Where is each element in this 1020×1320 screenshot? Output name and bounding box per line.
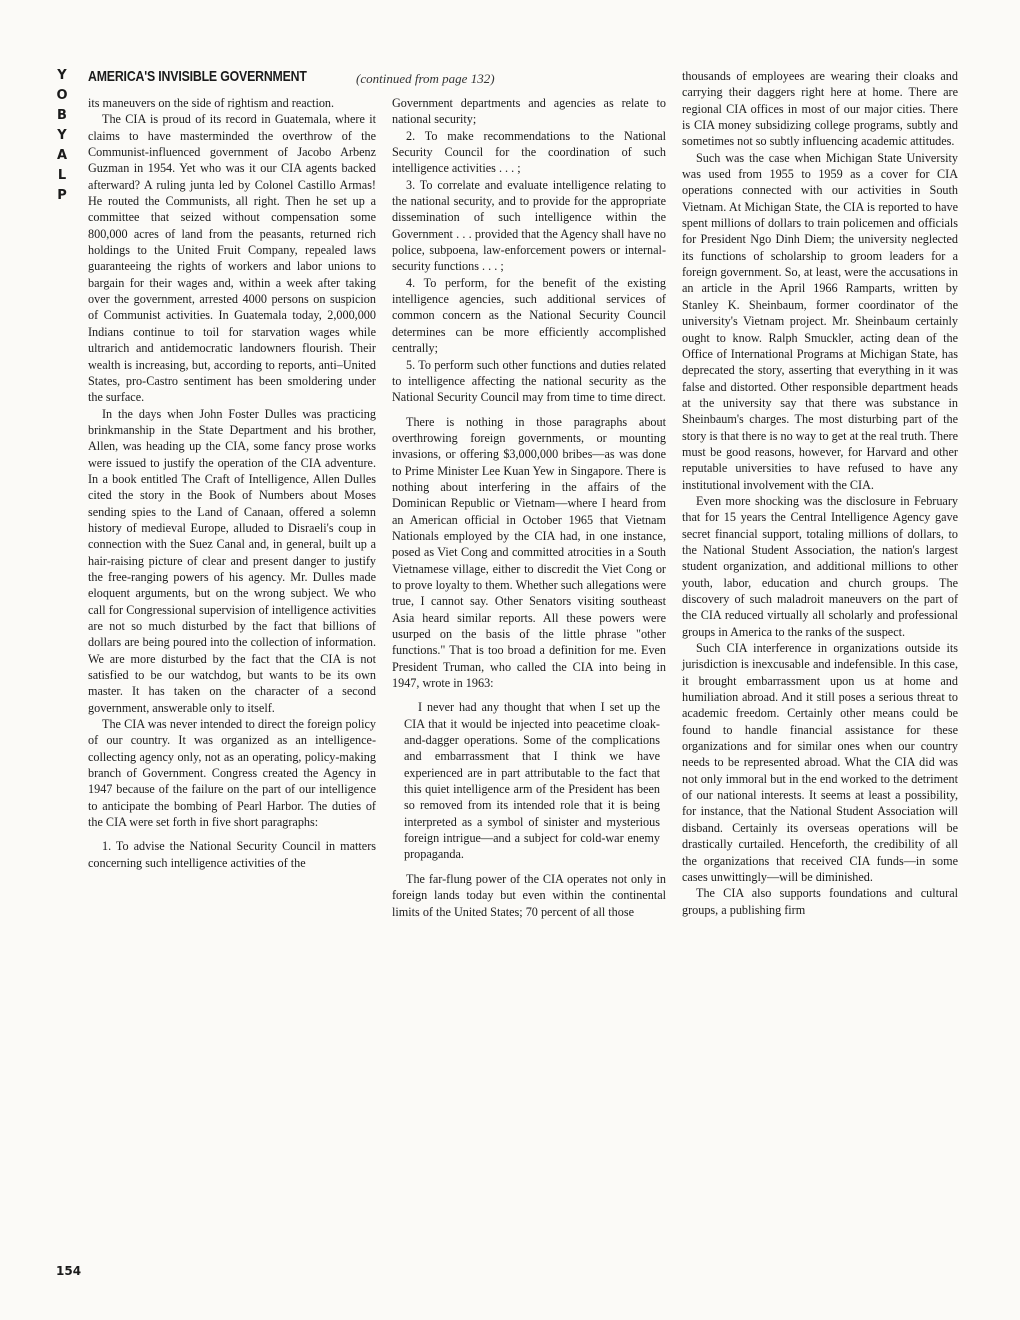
paragraph: thousands of employees are wearing their cloaks and carrying their daggers right here at home. There are regional CIA offices in most of our major cities. There is CIA money subsidizing college programs, subtly and sometimes not so subtly influencing academic attitudes. bbox=[682, 69, 958, 149]
magazine-letter: A bbox=[56, 148, 68, 163]
list-item: 2. To make recommendations to the National Security Council for the coordination of such intelligence activities . . . ; bbox=[392, 128, 666, 176]
paragraph: Even more shocking was the disclosure in February that for 15 years the Central Intelligence Agency gave secret financial support, totaling millions of dollars, to the National Student Association, the nation's largest student organization, and additional millions to other youth, labor, education and church groups. The discovery of such maladroit maneuvers on the part of the CIA reduced virtually all scholarly and professional groups in America to the ranks of the suspect. bbox=[682, 493, 958, 639]
magazine-letter: Y bbox=[57, 68, 67, 83]
text-column-2 bbox=[392, 95, 666, 920]
paragraph: The CIA is proud of its record in Guatemala, where it claims to have masterminded the overthrow of the Communist-influenced government of Jacobo Arbenz Guzman in 1954. Yet who was it our CIA agents backed afterward? A ruling junta led by Colonel Castillo Armas! He routed the Communists, all right. Then he set up a committee that seized without compensation some 800,000 acres of land from the peasants, returned rich holdings to the United Fruit Company, repealed laws guaranteeing the rights of workers and labor unions to bargain for their wages and, within a week after taking over the government, arrested 4000 persons on suspicion of Communist activities. In Guatemala today, 2,000,000 Indians continue to toil for starvation wages while ultrarich and antidemocratic landowners flourish. Their wealth is increasing, but, according to reports, anti–United States, pro-Castro sentiment has been smoldering under the surface. bbox=[88, 112, 376, 405]
paragraph: Such was the case when Michigan State University was used from 1955 to 1959 as a cover for CIA operations connected with our activities in South Vietnam. At Michigan State, the CIA is reported to have spent millions of dollars to train policemen and officials for President Ngo Dinh Diem; the university neglected its functions of scholarship to groom leaders for a foreign government. So, at least, were the accusations in an article in the April 1966 Ramparts, written by Stanley K. Sheinbaum, former coordinator of the university's Vietnam project. Mr. Sheinbaum certainly ought to know. Ralph Smuckler, acting dean of the Office of International Programs at Michigan State, has deprecated the story, asserting that everything in it was false and distorted. Other responsible department heads at the university say that there was substance in Sheinbaum's charges. The most disturbing part of the story is that there is no way to get at the real truth. There must be good reasons, however, for Harvard and other reputable universities to have refused to have any institutional involvement with the CIA. bbox=[682, 150, 958, 492]
continued-note: (continued from page 132) bbox=[356, 71, 495, 86]
paragraph: The CIA was never intended to direct the foreign policy of our country. It was organized as an intelligence-collecting agency only, not as an operating, policy-making branch of Government. Congress created the Agency in 1947 because of the failure on the part of our intelligence to anticipate the bombing of Pearl Harbor. The duties of the CIA were set forth in five short paragraphs: bbox=[88, 717, 376, 830]
text-column-1 bbox=[88, 95, 376, 871]
magazine-letter: Y bbox=[57, 128, 67, 143]
paragraph: its maneuvers on the side of rightism and reaction. bbox=[88, 96, 335, 110]
paragraph: Such CIA interference in organizations outside its jurisdiction is inexcusable and indefensible. In this case, it brought embarrassment upon us at home and humiliation abroad. And it still poses a serious threat to academic freedom. Certainly other means could be found to handle financial assistance for these organizations and for similar ones when our country needs to be represented abroad. What the CIA did was not only immoral but in the end worked to the detriment of our national interests. It seems at least a possibility, for instance, that the National Student Association will disband. Certainly its overseas operations will be drastically curtailed. Henceforth, the credibility of all the organizations that received CIA funds—in some cases unwittingly—will be diminished. bbox=[682, 641, 958, 884]
page-number: 154 bbox=[56, 1264, 82, 1278]
list-item: Government departments and agencies as relate to national security; bbox=[392, 96, 666, 127]
magazine-vertical-title bbox=[52, 66, 72, 206]
block-quote: I never had any thought that when I set up the CIA that it would be injected into peacetime cloak-and-dagger operations. Some of the complications and embarrassment that I think we have experienced are in part attributable to the fact that this quiet intelligence arm of the President has been so removed from its intended role that it is being interpreted as a symbol of sinister and mysterious foreign intrigue—and a subject for cold-war enemy propaganda. bbox=[404, 700, 660, 862]
article-title: AMERICA'S INVISIBLE GOVERNMENT bbox=[88, 68, 307, 85]
list-item: 3. To correlate and evaluate intelligence relating to the national security, and to provide for the appropriate dissemination of such intelligence within the Government . . . provided that the Agency shall have no police, subpoena, law-enforcement powers or internal-security functions . . . ; bbox=[392, 177, 666, 274]
paragraph: In the days when John Foster Dulles was practicing brinkmanship in the State Department and his brother, Allen, was heading up the CIA, some fancy prose works were issued to justify the operation of the CIA adventure. In a book entitled The Craft of Intelligence, Allen Dulles cited the story in the Book of Numbers about Moses sending spies to the Land of Canaan, offered a solemn history of medieval Europe, alluded to Disraeli's coup in connection with the Suez Canal and, in general, built up a hair-raising picture of clear and present danger to justify the free-ranging powers of his agency. Mr. Dulles made eloquent arguments, but on the wrong subject. We who call for Congressional supervision of intelligence activities are not so much disturbed by the fact that billions of dollars are being poured into the collection of information. We are more disturbed by the fact that the CIA is not satisfied to be our watchdog, but wants to be its own master. It has taken on the character of a second government, answerable only to itself. bbox=[88, 406, 376, 715]
text-column-3 bbox=[682, 68, 958, 918]
magazine-letter: L bbox=[57, 168, 67, 183]
list-item: 1. To advise the National Security Council in matters concerning such intelligence activities of the bbox=[88, 839, 376, 870]
paragraph: There is nothing in those paragraphs about overthrowing foreign governments, or mounting invasions, or offering $3,000,000 bribes—as was done to Prime Minister Lee Kuan Yew in Singapore. There is nothing about interfering in the affairs of the Dominican Republic or Vietnam—where I heard from an American official in October 1965 that Vietnam Nationals employed by the CIA had, in one instance, posed as Viet Cong and committed atrocities in a South Vietnamese village, either to discredit the Viet Cong or to prove loyalty to them. Whether such allegations were true, I cannot say. Other Senators visiting southeast Asia heard similar reports. All these powers were usurped on the basis of the little phrase "other functions." That is too broad a definition for me. Even President Truman, who called the CIA into being in 1947, wrote in 1963: bbox=[392, 414, 666, 691]
list-item: 4. To perform, for the benefit of the existing intelligence agencies, such additional services of common concern as the National Security Council determines can be more efficiently accomplished centrally; bbox=[392, 275, 666, 356]
magazine-letter: B bbox=[57, 108, 67, 123]
magazine-letter: O bbox=[56, 88, 68, 103]
article-header bbox=[88, 68, 588, 90]
paragraph: The CIA also supports foundations and cultural groups, a publishing firm bbox=[682, 886, 958, 917]
paragraph: The far-flung power of the CIA operates not only in foreign lands today but even within the continental limits of the United States; 70 percent of all those bbox=[392, 871, 666, 919]
list-item: 5. To perform such other functions and duties related to intelligence affecting the national security as the National Security Council may from time to time direct. bbox=[392, 357, 666, 405]
magazine-letter: P bbox=[57, 188, 67, 203]
